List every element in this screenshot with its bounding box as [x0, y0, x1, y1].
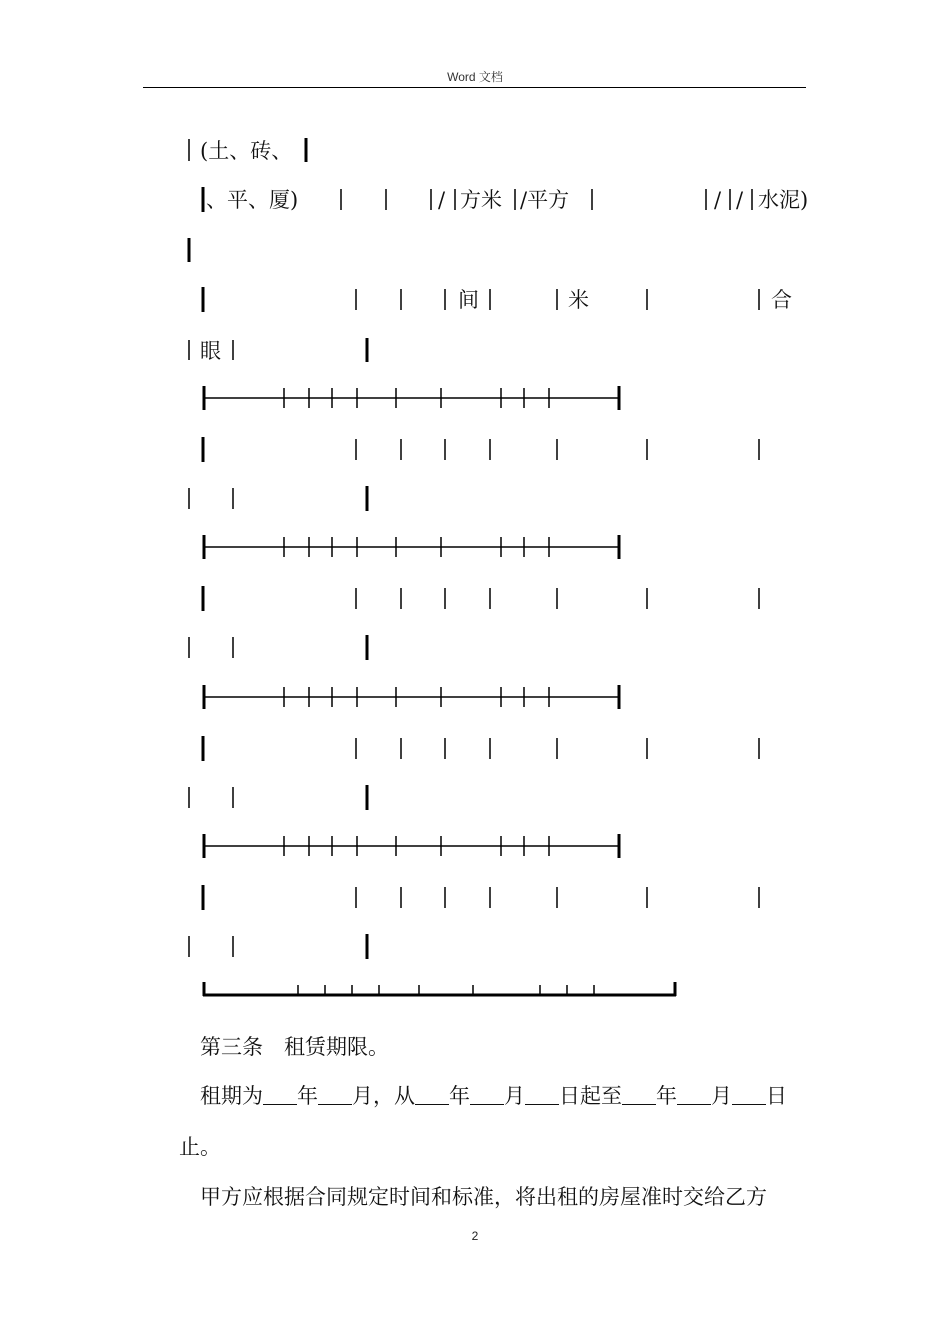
page-header: Word 文档: [447, 70, 503, 84]
table-text-square-meter: 方米: [460, 188, 502, 212]
blank-start-month: [470, 1084, 504, 1105]
table-text-total: 合: [771, 288, 792, 312]
blank-years: [263, 1084, 297, 1105]
blank-start-year: [415, 1084, 449, 1105]
blank-end-month: [677, 1084, 711, 1105]
unit-month: 月: [711, 1084, 732, 1108]
unit-day: 日: [559, 1084, 580, 1108]
unit-month: 月: [352, 1084, 373, 1108]
lease-term-line: [200, 1083, 787, 1109]
table-text-per-square: /平方: [520, 188, 570, 212]
blank-end-year: [622, 1084, 656, 1105]
unit-year: 年: [297, 1084, 318, 1108]
table-text-slash-1: /: [438, 188, 446, 212]
unit-day: 日: [766, 1084, 787, 1108]
lease-term-end: 止。: [179, 1135, 221, 1159]
text-from: ，从: [373, 1084, 415, 1108]
table-text-material: (土、砖、: [200, 139, 293, 163]
table-text-type: 、平、厦): [206, 188, 299, 212]
blank-end-day: [732, 1084, 766, 1105]
table-text-room: 间: [458, 288, 479, 312]
lease-term-label: 租期为: [200, 1084, 263, 1108]
table-text-cement: 水泥): [758, 188, 809, 212]
unit-year: 年: [656, 1084, 677, 1108]
table-text-meter: 米: [568, 288, 589, 312]
unit-year: 年: [449, 1084, 470, 1108]
page-number: 2: [471, 1229, 479, 1243]
article-3-title: 第三条 租赁期限。: [200, 1035, 389, 1059]
table-text-eye: 眼: [200, 339, 221, 363]
unit-month: 月: [504, 1084, 525, 1108]
article-3-paragraph: 甲方应根据合同规定时间和标准，将出租的房屋准时交给乙方: [200, 1185, 767, 1209]
table-text-slash-2: /: [714, 188, 722, 212]
blank-start-day: [525, 1084, 559, 1105]
blank-months: [318, 1084, 352, 1105]
text-to: 起至: [580, 1084, 622, 1108]
table-text-slash-3: /: [736, 188, 744, 212]
